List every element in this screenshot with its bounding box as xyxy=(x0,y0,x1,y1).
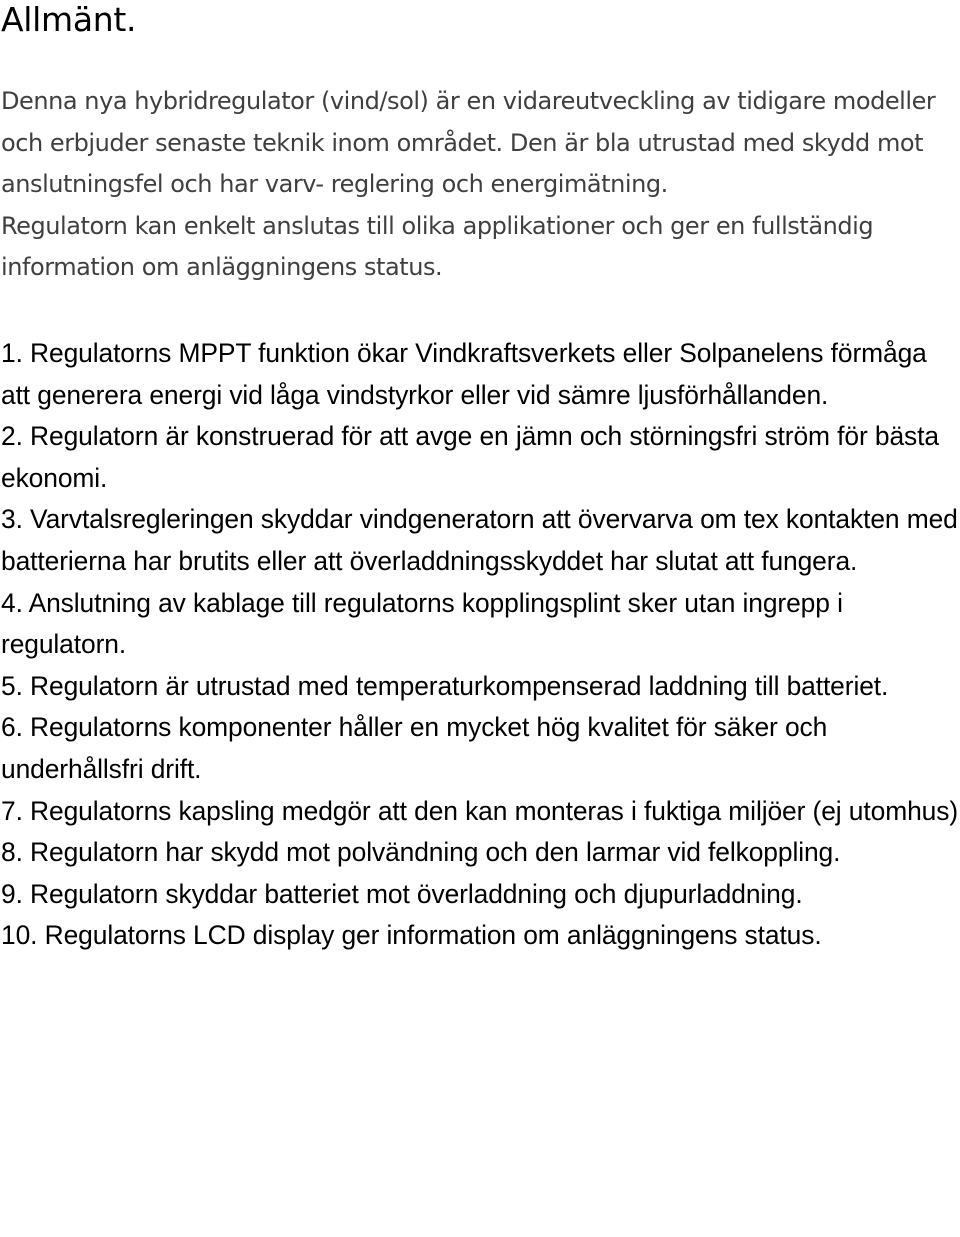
item-text: Regulatorn har skydd mot polvändning och den larmar vid felkoppling. xyxy=(30,837,841,868)
list-item xyxy=(1,915,959,957)
item-text: Regulatorns kapsling medgör att den kan monteras i fuktiga miljöer (ej utomhus) xyxy=(30,795,959,826)
item-text: Regulatorns MPPT funktion ökar Vindkraftsverkets eller Solpanelens förmåga att generera energi vid låga vindstyrkor eller vid sämre ljusförhållanden. xyxy=(1,338,927,410)
list-item xyxy=(1,707,959,790)
feature-list xyxy=(1,333,959,957)
item-number: 9. xyxy=(1,878,23,909)
list-item xyxy=(1,333,959,416)
item-number: 1. xyxy=(1,338,23,368)
item-number: 8. xyxy=(1,837,23,868)
item-number: 6. xyxy=(1,712,23,743)
item-number: 5. xyxy=(1,670,23,701)
list-item xyxy=(1,583,959,666)
item-text: Regulatorn skyddar batteriet mot överladdning och djupurladdning. xyxy=(30,878,803,909)
list-item xyxy=(1,499,959,582)
intro-paragraph: Denna nya hybridregulator (vind/sol) är en vidareutveckling av tidigare modeller och erbjuder senaste teknik inom området. Den är bla utrustad med skydd mot anslutningsfel och har varv- reglering och energimätning. xyxy=(1,87,936,198)
page-title: Allmänt. xyxy=(1,0,137,39)
item-text: Regulatorn är konstruerad för att avge en jämn och störningsfri ström för bästa ekonomi. xyxy=(1,421,939,493)
item-text: Varvtalsregleringen skyddar vindgeneratorn att övervarva om tex kontakten med batterierna har brutits eller att överladdningsskyddet har slutat att fungera. xyxy=(1,504,958,576)
item-text: Regulatorns komponenter håller en mycket hög kvalitet för säker och underhållsfri drift. xyxy=(1,712,828,784)
item-number: 2. xyxy=(1,421,23,452)
item-number: 4. xyxy=(1,587,23,618)
list-item xyxy=(1,416,959,499)
list-item xyxy=(1,791,959,833)
list-item xyxy=(1,874,959,916)
intro-paragraph: Regulatorn kan enkelt anslutas till olika applikationer och ger en fullständig information om anläggningens status. xyxy=(1,211,874,281)
item-number: 7. xyxy=(1,795,23,826)
list-item xyxy=(1,666,959,708)
item-text: Regulatorn är utrustad med temperaturkompenserad laddning till batteriet. xyxy=(30,670,889,701)
item-text: Regulatorns LCD display ger information om anläggningens status. xyxy=(44,920,822,951)
item-text: Anslutning av kablage till regulatorns kopplingsplint sker utan ingrepp i regulatorn. xyxy=(1,587,843,660)
item-number: 10. xyxy=(1,920,38,951)
intro-text xyxy=(1,81,956,289)
list-item xyxy=(1,832,959,874)
item-number: 3. xyxy=(1,504,23,535)
